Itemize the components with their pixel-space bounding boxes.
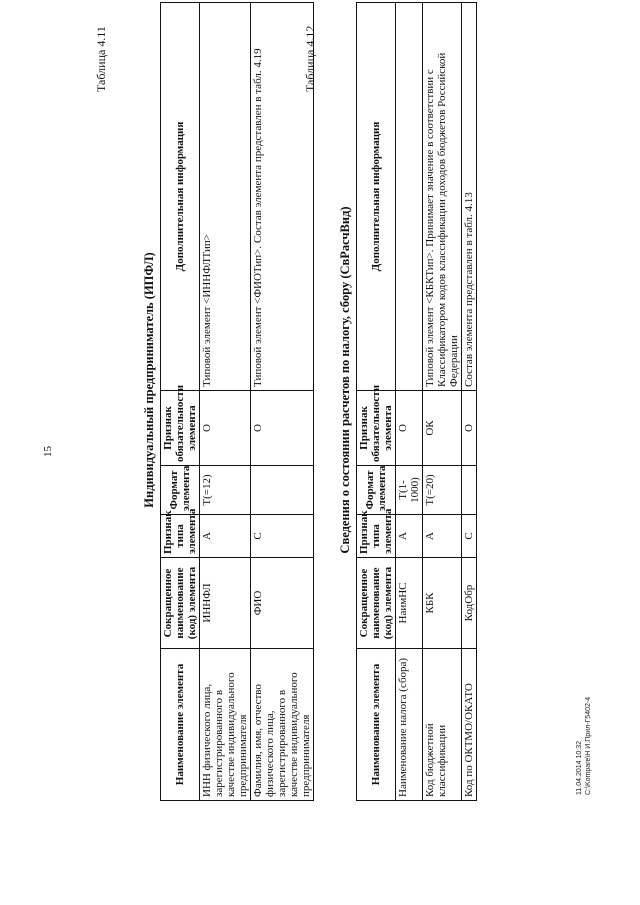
table-row [251, 3, 314, 801]
header-cell: Формат элемента [161, 466, 200, 515]
table-label-4-12: Таблица 4.12 [303, 25, 317, 92]
table-header-row [161, 3, 200, 801]
header-cell: Признак обязательности элемента [161, 391, 200, 466]
table-row [200, 3, 251, 801]
cell-code: ИННФЛ [200, 558, 251, 649]
cell-code: НаимНС [396, 558, 423, 649]
table-label-4-11: Таблица 4.11 [94, 26, 108, 92]
cell-info [396, 3, 423, 391]
table-title-4-12: Сведения о состоянии расчетов по налогу, сбору (СвРасчВид) [338, 206, 352, 554]
cell-code: ФИО [251, 558, 314, 649]
cell-format: T(=20) [423, 466, 462, 515]
cell-format: T(1-1000) [396, 466, 423, 515]
cell-info: Типовой элемент <КБКТип>. Принимает значение в соответствии с Классификатором кодов классификации доходов бюджетов Российской Федерации [423, 3, 462, 391]
cell-name: ИНН физического лица, зарегистрированного в качестве индивидуального предпринимателя [200, 649, 251, 801]
table-row [396, 3, 423, 801]
header-cell: Наименование элемента [357, 649, 396, 801]
cell-code: КБК [423, 558, 462, 649]
cell-name: Код бюджетной классификации [423, 649, 462, 801]
cell-required: О [462, 391, 477, 466]
table-4-11 [160, 2, 314, 801]
cell-type: А [396, 515, 423, 558]
cell-type: С [251, 515, 314, 558]
table-row [423, 3, 462, 801]
cell-name: Фамилия, имя, отчество физического лица, зарегистрированного в качестве индивидуального предпринимателя [251, 649, 314, 801]
cell-format [251, 466, 314, 515]
table-row [462, 3, 477, 801]
cell-name: Наименование налога (сбора) [396, 649, 423, 801]
footer-line: С:\Kompare\Н И.Прил-Г5402-4 [585, 696, 592, 795]
header-cell: Наименование элемента [161, 649, 200, 801]
cell-info: Типовой элемент <ИННФЛТип> [200, 3, 251, 391]
header-cell: Формат элемента [357, 466, 396, 515]
cell-info: Состав элемента представлен в табл. 4.13 [462, 3, 477, 391]
header-cell: Сокращенное наименование (код) элемента [161, 558, 200, 649]
header-cell: Признак типа элемента [161, 515, 200, 558]
cell-code: КодОбр [462, 558, 477, 649]
cell-required: О [251, 391, 314, 466]
footer-stamp [575, 697, 593, 795]
cell-type: А [200, 515, 251, 558]
footer-line: 11.04.2014 10:32 [576, 741, 583, 795]
header-cell: Сокращенное наименование (код) элемента [357, 558, 396, 649]
table-title-4-11: Индивидуальный предприниматель (ИПФЛ) [142, 252, 156, 508]
page-number: 15 [42, 446, 54, 457]
cell-format [462, 466, 477, 515]
table-4-12 [356, 2, 477, 801]
header-cell: Признак обязательности элемента [357, 391, 396, 466]
cell-required: ОК [423, 391, 462, 466]
table-header-row [357, 3, 396, 801]
header-cell: Дополнительная информация [357, 3, 396, 391]
header-cell: Признак типа элемента [357, 515, 396, 558]
cell-format: T(=12) [200, 466, 251, 515]
cell-required: О [200, 391, 251, 466]
cell-info: Типовой элемент <ФИОТип>. Состав элемента представлен в табл. 4.19 [251, 3, 314, 391]
cell-type: С [462, 515, 477, 558]
cell-required: О [396, 391, 423, 466]
header-cell: Дополнительная информация [161, 3, 200, 391]
cell-name: Код по ОКТМО/ОКАТО [462, 649, 477, 801]
cell-type: А [423, 515, 462, 558]
